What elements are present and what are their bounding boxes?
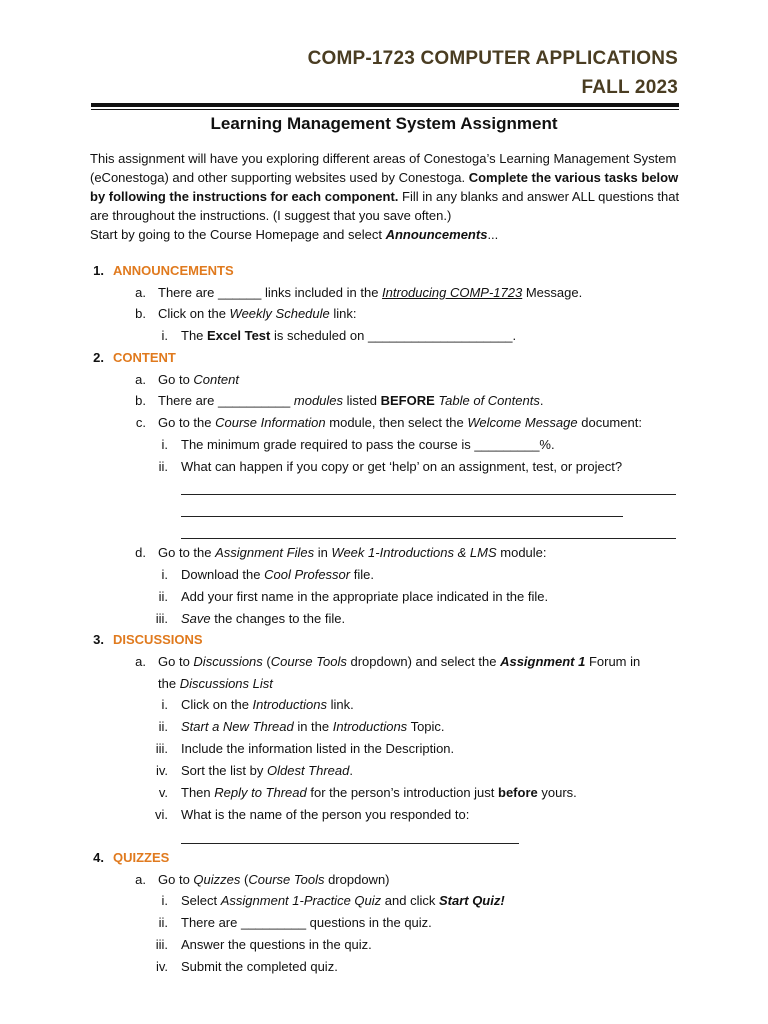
course-term: FALL 2023: [581, 77, 678, 98]
section-number: 2.: [93, 350, 104, 365]
section-title-content: CONTENT: [113, 350, 176, 365]
list-item: Go to the Course Information module, then select the Welcome Message document:: [158, 415, 642, 430]
list-item: Download the Cool Professor file.: [181, 567, 374, 582]
list-marker: ii.: [158, 459, 168, 474]
list-item: Submit the completed quiz.: [181, 959, 338, 974]
intro-paragraph: This assignment will have you exploring different areas of Conestoga’s Learning Management System (eConestoga) and other supporting websites used by Conestoga. Complete the various tasks below by following the instructions for each component. Fill in any blanks and answer ALL questions that are throughout the instructions. (I suggest that you save often.) Start by going to the Course Homepage and select Announcements...: [90, 151, 680, 242]
list-item: There are __________ modules listed BEFORE Table of Contents.: [158, 393, 544, 408]
list-marker: d.: [135, 545, 146, 560]
list-item: What is the name of the person you responded to:: [181, 807, 470, 822]
list-item: Go to Quizzes (Course Tools dropdown): [158, 872, 390, 887]
list-item: Go to Content: [158, 372, 239, 387]
answer-line[interactable]: [181, 843, 519, 844]
list-marker: a.: [135, 654, 146, 669]
list-item: Go to the Assignment Files in Week 1-Introductions & LMS module:: [158, 545, 547, 560]
list-item: The minimum grade required to pass the course is _________%.: [181, 437, 555, 452]
list-marker: v.: [158, 785, 168, 800]
list-marker: a.: [135, 372, 146, 387]
section-number: 3.: [93, 632, 104, 647]
list-item: There are _________ questions in the quiz.: [181, 915, 432, 930]
answer-line[interactable]: [181, 494, 676, 495]
list-item: Include the information listed in the Description.: [181, 741, 455, 756]
section-title-quizzes: QUIZZES: [113, 850, 170, 865]
list-item: Sort the list by Oldest Thread.: [181, 763, 353, 778]
list-item: Answer the questions in the quiz.: [181, 937, 372, 952]
answer-line[interactable]: [181, 538, 676, 539]
section-number: 4.: [93, 850, 104, 865]
list-marker: vi.: [155, 807, 168, 822]
header-rule-thick: [91, 103, 679, 107]
list-marker: iii.: [155, 937, 168, 952]
list-marker: iii.: [155, 741, 168, 756]
list-item: What can happen if you copy or get ‘help’ on an assignment, test, or project?: [181, 459, 623, 474]
list-item-continuation: the Discussions List: [158, 676, 273, 691]
list-marker: c.: [135, 415, 146, 430]
list-marker: a.: [135, 872, 146, 887]
list-item: Start a New Thread in the Introductions Topic.: [181, 719, 445, 734]
list-marker: iv.: [155, 959, 168, 974]
list-item: There are ______ links included in the Introducing COMP-1723 Message.: [158, 285, 583, 300]
list-marker: ii.: [158, 719, 168, 734]
list-marker: b.: [135, 306, 146, 321]
section-number: 1.: [93, 263, 104, 278]
answer-line[interactable]: [181, 516, 623, 517]
header-rule-thin: [91, 109, 679, 110]
list-marker: b.: [135, 393, 146, 408]
list-marker: ii.: [158, 915, 168, 930]
course-title: COMP-1723 COMPUTER APPLICATIONS: [307, 48, 678, 69]
list-marker: i.: [161, 437, 168, 452]
list-marker: a.: [135, 285, 146, 300]
list-item: Click on the Introductions link.: [181, 697, 354, 712]
list-marker: i.: [161, 893, 168, 908]
document-title: Learning Management System Assignment: [210, 114, 558, 133]
list-marker: iii.: [155, 611, 168, 626]
list-item: Click on the Weekly Schedule link:: [158, 306, 357, 321]
list-marker: i.: [161, 697, 168, 712]
list-item: Save the changes to the file.: [181, 611, 346, 626]
list-marker: i.: [161, 567, 168, 582]
list-item: The Excel Test is scheduled on ____________________.: [181, 328, 517, 343]
list-item: Go to Discussions (Course Tools dropdown) and select the Assignment 1 Forum in: [158, 654, 641, 669]
list-item: Add your first name in the appropriate place indicated in the file.: [181, 589, 549, 604]
list-marker: iv.: [155, 763, 168, 778]
section-title-discussions: DISCUSSIONS: [113, 632, 203, 647]
list-item: Select Assignment 1-Practice Quiz and click Start Quiz!: [181, 893, 505, 908]
section-title-announcements: ANNOUNCEMENTS: [113, 263, 234, 278]
list-marker: ii.: [158, 589, 168, 604]
list-marker: i.: [161, 328, 168, 343]
list-item: Then Reply to Thread for the person’s introduction just before yours.: [181, 785, 577, 800]
